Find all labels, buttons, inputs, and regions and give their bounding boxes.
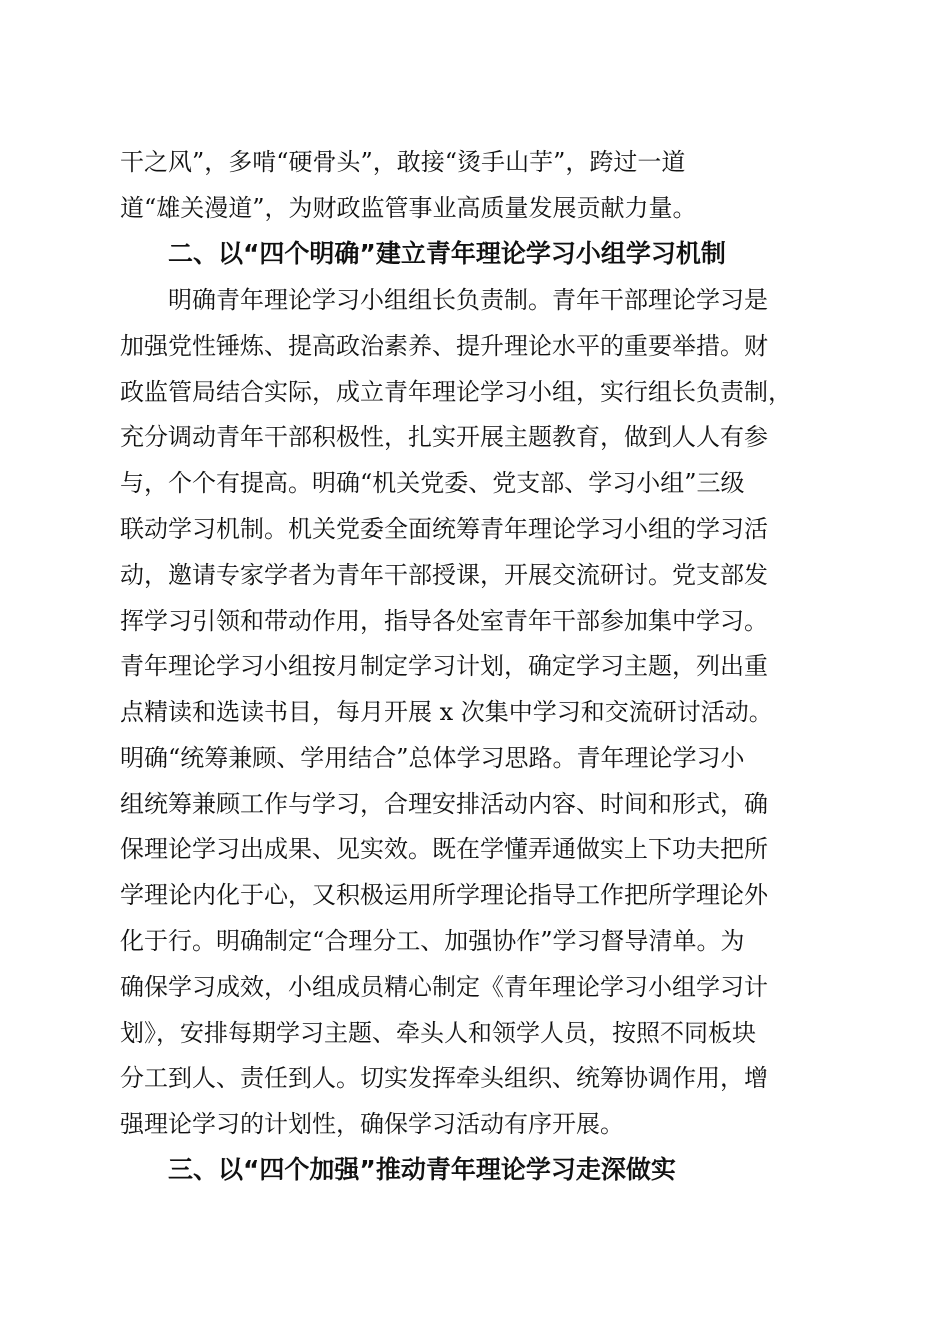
paragraph-line: 动，邀请专家学者为青年干部授课，开展交流研讨。党支部发 bbox=[120, 561, 768, 589]
paragraph-line: 充分调动青年干部积极性，扎实开展主题教育，做到人人有参 bbox=[120, 423, 768, 451]
paragraph-line: 化于行。明确制定“合理分工、加强协作”学习督导清单。为 bbox=[120, 927, 745, 955]
text-line: 干之风”，多啃“硬骨头”，敢接“烫手山芋”，跨过一道 bbox=[120, 148, 686, 176]
paragraph-line: 确保学习成效，小组成员精心制定《青年理论学习小组学习计 bbox=[120, 973, 768, 1001]
paragraph-line: 组统筹兼顾工作与学习，合理安排活动内容、时间和形式，确 bbox=[120, 790, 768, 818]
paragraph-line: 挥学习引领和带动作用，指导各处室青年干部参加集中学习。 bbox=[120, 607, 768, 635]
paragraph-line: 青年理论学习小组按月制定学习计划，确定学习主题，列出重 bbox=[120, 652, 768, 680]
paragraph-line: 明确“统筹兼顾、学用结合”总体学习思路。青年理论学习小 bbox=[120, 744, 745, 772]
paragraph-line: 加强党性锤炼、提高政治素养、提升理论水平的重要举措。财 bbox=[120, 332, 768, 360]
paragraph-line: 分工到人、责任到人。切实发挥牵头组织、统筹协调作用，增 bbox=[120, 1064, 768, 1092]
paragraph-line: 保理论学习出成果、见实效。既在学懂弄通做实上下功夫把所 bbox=[120, 835, 768, 863]
section-heading-3: 三、以“四个加强”推动青年理论学习走深做实 bbox=[168, 1155, 676, 1184]
paragraph-line: 与，个个有提高。明确“机关党委、党支部、学习小组”三级 bbox=[120, 469, 745, 497]
paragraph-line: 划》，安排每期学习主题、牵头人和领学人员，按照不同板块 bbox=[120, 1019, 756, 1047]
paragraph-line: 点精读和选读书目，每月开展 x 次集中学习和交流研讨活动。 bbox=[120, 698, 773, 726]
paragraph-line: 联动学习机制。机关党委全面统筹青年理论学习小组的学习活 bbox=[120, 515, 768, 543]
section-heading-2: 二、以“四个明确”建立青年理论学习小组学习机制 bbox=[168, 239, 726, 268]
paragraph-line: 明确青年理论学习小组组长负责制。青年干部理论学习是 bbox=[168, 286, 768, 314]
text-line: 道“雄关漫道”，为财政监管事业高质量发展贡献力量。 bbox=[120, 194, 697, 222]
paragraph-line: 强理论学习的计划性，确保学习活动有序开展。 bbox=[120, 1110, 624, 1138]
paragraph-line: 政监管局结合实际，成立青年理论学习小组，实行组长负责制， bbox=[120, 378, 792, 406]
paragraph-line: 学理论内化于心，又积极运用所学理论指导工作把所学理论外 bbox=[120, 881, 768, 909]
